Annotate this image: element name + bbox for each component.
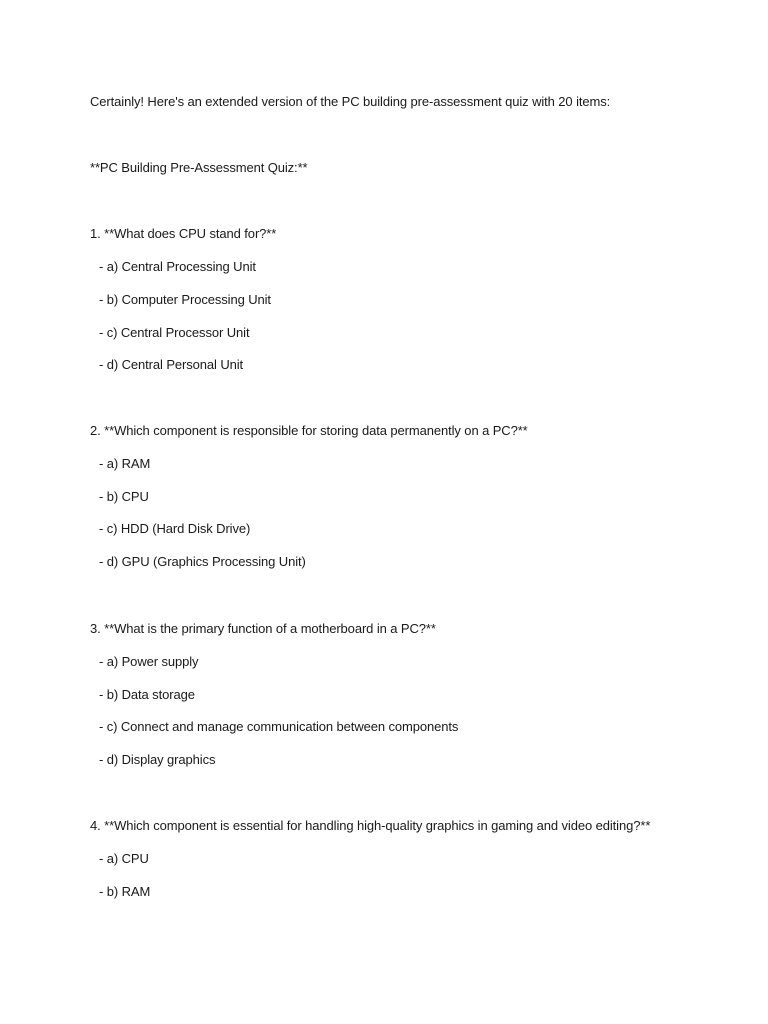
question-3-option-c: - c) Connect and manage communication between components (99, 719, 459, 734)
question-1-option-d: - d) Central Personal Unit (99, 357, 244, 372)
question-3-option-a: - a) Power supply (99, 654, 199, 669)
question-3: 3. **What is the primary function of a motherboard in a PC?** (90, 621, 436, 636)
question-4-option-a: - a) CPU (99, 851, 149, 866)
question-1-option-c: - c) Central Processor Unit (99, 325, 250, 340)
question-1: 1. **What does CPU stand for?** (90, 226, 277, 241)
question-4: 4. **Which component is essential for handling high-quality graphics in gaming and video editing?** (90, 818, 651, 833)
question-3-option-b: - b) Data storage (99, 687, 195, 702)
question-2-option-a: - a) RAM (99, 456, 151, 471)
question-2-option-c: - c) HDD (Hard Disk Drive) (99, 521, 251, 536)
question-2: 2. **Which component is responsible for storing data permanently on a PC?** (90, 423, 528, 438)
intro-text: Certainly! Here's an extended version of the PC building pre-assessment quiz with 20 items: (90, 94, 611, 109)
question-2-option-d: - d) GPU (Graphics Processing Unit) (99, 554, 306, 569)
question-3-option-d: - d) Display graphics (99, 752, 216, 767)
question-1-option-a: - a) Central Processing Unit (99, 259, 256, 274)
question-2-option-b: - b) CPU (99, 489, 149, 504)
question-1-option-b: - b) Computer Processing Unit (99, 292, 271, 307)
quiz-title: **PC Building Pre-Assessment Quiz:** (90, 160, 308, 175)
question-4-option-b: - b) RAM (99, 884, 151, 899)
